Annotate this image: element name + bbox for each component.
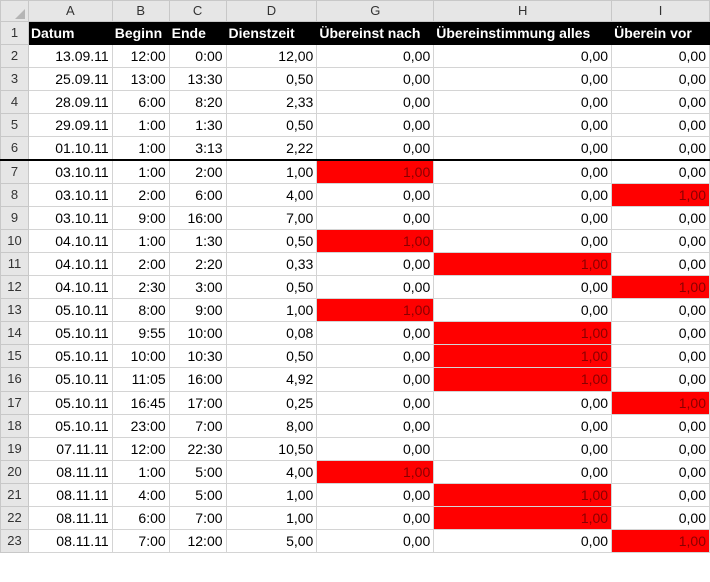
cell[interactable]: 0,50: [226, 68, 317, 91]
table-row: [1, 460, 710, 483]
cell[interactable]: 16:00: [169, 206, 226, 229]
header-cell[interactable]: Übereinstimmung alles: [434, 22, 612, 45]
table-row: [1, 391, 710, 414]
cell[interactable]: 0,00: [317, 183, 434, 206]
cell[interactable]: 13:30: [169, 68, 226, 91]
cell[interactable]: 1,00: [317, 299, 434, 322]
cell[interactable]: 04.10.11: [28, 229, 112, 252]
row-number[interactable]: 7: [1, 160, 29, 183]
header-cell[interactable]: Übereinst nach: [317, 22, 434, 45]
table-row: [1, 45, 710, 68]
cell[interactable]: 0,00: [612, 345, 710, 368]
cell[interactable]: 03.10.11: [28, 160, 112, 183]
cell[interactable]: 7:00: [169, 414, 226, 437]
row-number[interactable]: 15: [1, 345, 29, 368]
cell[interactable]: 0,33: [226, 252, 317, 275]
cell[interactable]: 2:00: [169, 160, 226, 183]
cell[interactable]: 0,00: [612, 437, 710, 460]
cell[interactable]: 0,00: [612, 322, 710, 345]
cell[interactable]: 1,00: [434, 506, 612, 529]
table-row: [1, 506, 710, 529]
cell[interactable]: 1,00: [434, 252, 612, 275]
column-header-b[interactable]: B: [112, 1, 169, 22]
cell[interactable]: 4,00: [226, 183, 317, 206]
cell[interactable]: 5:00: [169, 460, 226, 483]
cell[interactable]: 1,00: [226, 299, 317, 322]
row-number[interactable]: 18: [1, 414, 29, 437]
row-number[interactable]: 23: [1, 530, 29, 553]
row-number[interactable]: 3: [1, 68, 29, 91]
row-number[interactable]: 5: [1, 114, 29, 137]
cell[interactable]: 0,50: [226, 229, 317, 252]
cell[interactable]: 12,00: [226, 45, 317, 68]
column-header-g[interactable]: G: [317, 1, 434, 22]
cell[interactable]: 0,00: [434, 206, 612, 229]
cell[interactable]: 22:30: [169, 437, 226, 460]
cell[interactable]: 05.10.11: [28, 368, 112, 391]
header-cell[interactable]: Datum: [28, 22, 112, 45]
cell[interactable]: 23:00: [112, 414, 169, 437]
cell[interactable]: 0,00: [612, 368, 710, 391]
cell[interactable]: 25.09.11: [28, 68, 112, 91]
cell[interactable]: 2,22: [226, 137, 317, 160]
cell[interactable]: 1:30: [169, 114, 226, 137]
cell[interactable]: 0,00: [317, 391, 434, 414]
cell[interactable]: 0,00: [612, 137, 710, 160]
column-header-h[interactable]: H: [434, 1, 612, 22]
cell[interactable]: 05.10.11: [28, 345, 112, 368]
table-row: [1, 229, 710, 252]
cell[interactable]: 2,33: [226, 91, 317, 114]
cell[interactable]: 4,92: [226, 368, 317, 391]
cell[interactable]: 1:00: [112, 114, 169, 137]
cell[interactable]: 8:20: [169, 91, 226, 114]
cell[interactable]: 08.11.11: [28, 483, 112, 506]
cell[interactable]: 0,00: [434, 160, 612, 183]
cell[interactable]: 10,50: [226, 437, 317, 460]
row-number[interactable]: 10: [1, 229, 29, 252]
table-row: [1, 483, 710, 506]
cell[interactable]: 1,00: [317, 229, 434, 252]
cell[interactable]: 1:00: [112, 137, 169, 160]
cell[interactable]: 12:00: [112, 437, 169, 460]
cell[interactable]: 03.10.11: [28, 183, 112, 206]
cell[interactable]: 0,00: [612, 299, 710, 322]
row-number[interactable]: 9: [1, 206, 29, 229]
cell[interactable]: 0,00: [612, 114, 710, 137]
table-header-row: [1, 22, 710, 45]
column-header-d[interactable]: D: [226, 1, 317, 22]
cell[interactable]: 0,00: [317, 91, 434, 114]
cell[interactable]: 12:00: [112, 45, 169, 68]
cell[interactable]: 0,00: [317, 114, 434, 137]
row-number[interactable]: 1: [1, 22, 29, 45]
row-number[interactable]: 4: [1, 91, 29, 114]
header-cell[interactable]: Überein vor: [612, 22, 710, 45]
row-number[interactable]: 11: [1, 252, 29, 275]
cell[interactable]: 0,00: [434, 183, 612, 206]
table-row: [1, 206, 710, 229]
cell[interactable]: 10:30: [169, 345, 226, 368]
cell[interactable]: 0,00: [434, 530, 612, 553]
cell[interactable]: 0,00: [612, 229, 710, 252]
cell[interactable]: 0,00: [317, 137, 434, 160]
cell[interactable]: 0,00: [434, 276, 612, 299]
cell[interactable]: 0:00: [169, 45, 226, 68]
cell[interactable]: 0,25: [226, 391, 317, 414]
cell[interactable]: 0,00: [434, 45, 612, 68]
select-all-triangle-icon: [15, 9, 25, 19]
table-row: [1, 114, 710, 137]
column-header-i[interactable]: I: [612, 1, 710, 22]
cell[interactable]: 0,00: [317, 322, 434, 345]
row-number[interactable]: 19: [1, 437, 29, 460]
cell[interactable]: 9:00: [112, 206, 169, 229]
cell[interactable]: 05.10.11: [28, 322, 112, 345]
cell[interactable]: 0,50: [226, 114, 317, 137]
cell[interactable]: 1,00: [434, 345, 612, 368]
row-number[interactable]: 21: [1, 483, 29, 506]
cell[interactable]: 0,00: [434, 391, 612, 414]
cell[interactable]: 7:00: [112, 530, 169, 553]
cell[interactable]: 1:00: [112, 229, 169, 252]
cell[interactable]: 1,00: [226, 506, 317, 529]
cell[interactable]: 0,00: [612, 414, 710, 437]
table-row: [1, 68, 710, 91]
cell[interactable]: 08.11.11: [28, 506, 112, 529]
select-all-corner[interactable]: [1, 1, 29, 22]
cell[interactable]: 05.10.11: [28, 299, 112, 322]
cell[interactable]: 28.09.11: [28, 91, 112, 114]
cell[interactable]: 0,00: [434, 229, 612, 252]
cell[interactable]: 29.09.11: [28, 114, 112, 137]
row-number[interactable]: 17: [1, 391, 29, 414]
cell[interactable]: 0,00: [434, 91, 612, 114]
row-number[interactable]: 6: [1, 137, 29, 160]
cell[interactable]: 01.10.11: [28, 137, 112, 160]
row-number[interactable]: 12: [1, 276, 29, 299]
table-row: [1, 345, 710, 368]
row-number[interactable]: 8: [1, 183, 29, 206]
cell[interactable]: 1,00: [317, 460, 434, 483]
cell[interactable]: 4:00: [112, 483, 169, 506]
cell[interactable]: 13.09.11: [28, 45, 112, 68]
column-header-c[interactable]: C: [169, 1, 226, 22]
cell[interactable]: 2:00: [112, 252, 169, 275]
cell[interactable]: 0,50: [226, 276, 317, 299]
cell[interactable]: 0,00: [434, 460, 612, 483]
cell[interactable]: 03.10.11: [28, 206, 112, 229]
cell[interactable]: 0,00: [612, 483, 710, 506]
table-row: [1, 91, 710, 114]
cell[interactable]: 5,00: [226, 530, 317, 553]
cell[interactable]: 0,00: [434, 114, 612, 137]
cell[interactable]: 13:00: [112, 68, 169, 91]
cell[interactable]: 0,00: [317, 506, 434, 529]
cell[interactable]: 0,00: [612, 206, 710, 229]
cell[interactable]: 1,00: [434, 322, 612, 345]
cell[interactable]: 1,00: [226, 483, 317, 506]
table-row: [1, 414, 710, 437]
cell[interactable]: 6:00: [169, 183, 226, 206]
cell[interactable]: 05.10.11: [28, 391, 112, 414]
row-number[interactable]: 16: [1, 368, 29, 391]
cell[interactable]: 10:00: [112, 345, 169, 368]
table-row: [1, 368, 710, 391]
cell[interactable]: 0,00: [612, 252, 710, 275]
cell[interactable]: 6:00: [112, 506, 169, 529]
cell[interactable]: 2:00: [112, 183, 169, 206]
cell[interactable]: 0,00: [317, 437, 434, 460]
table-row: [1, 437, 710, 460]
cell[interactable]: 8:00: [112, 299, 169, 322]
cell[interactable]: 2:20: [169, 252, 226, 275]
cell[interactable]: 0,00: [434, 137, 612, 160]
cell[interactable]: 6:00: [112, 91, 169, 114]
header-cell[interactable]: Dienstzeit: [226, 22, 317, 45]
cell[interactable]: 1,00: [612, 391, 710, 414]
table-row: [1, 322, 710, 345]
column-header-a[interactable]: A: [28, 1, 112, 22]
cell[interactable]: 1,00: [612, 276, 710, 299]
cell[interactable]: 0,00: [317, 530, 434, 553]
cell[interactable]: 1,00: [434, 368, 612, 391]
row-number[interactable]: 14: [1, 322, 29, 345]
cell[interactable]: 0,00: [612, 91, 710, 114]
cell[interactable]: 0,00: [317, 345, 434, 368]
cell[interactable]: 0,50: [226, 345, 317, 368]
cell[interactable]: 16:45: [112, 391, 169, 414]
cell[interactable]: 0,00: [612, 45, 710, 68]
cell[interactable]: 0,00: [612, 68, 710, 91]
cell[interactable]: 1:00: [112, 160, 169, 183]
cell[interactable]: 1,00: [612, 183, 710, 206]
cell[interactable]: 0,00: [317, 368, 434, 391]
cell[interactable]: 3:00: [169, 276, 226, 299]
row-number[interactable]: 13: [1, 299, 29, 322]
table-row: [1, 276, 710, 299]
cell[interactable]: 2:30: [112, 276, 169, 299]
cell[interactable]: 0,08: [226, 322, 317, 345]
cell[interactable]: 0,00: [317, 414, 434, 437]
cell[interactable]: 1,00: [317, 160, 434, 183]
cell[interactable]: 08.11.11: [28, 460, 112, 483]
cell[interactable]: 08.11.11: [28, 530, 112, 553]
cell[interactable]: 0,00: [317, 68, 434, 91]
table-row: [1, 252, 710, 275]
cell[interactable]: 05.10.11: [28, 414, 112, 437]
cell[interactable]: 0,00: [317, 252, 434, 275]
cell[interactable]: 0,00: [317, 483, 434, 506]
cell[interactable]: 1,00: [226, 160, 317, 183]
row-number[interactable]: 2: [1, 45, 29, 68]
cell[interactable]: 0,00: [612, 506, 710, 529]
cell[interactable]: 12:00: [169, 530, 226, 553]
cell[interactable]: 5:00: [169, 483, 226, 506]
cell[interactable]: 07.11.11: [28, 437, 112, 460]
cell[interactable]: 0,00: [317, 45, 434, 68]
table-row: [1, 183, 710, 206]
cell[interactable]: 8,00: [226, 414, 317, 437]
cell[interactable]: 7,00: [226, 206, 317, 229]
cell[interactable]: 0,00: [434, 68, 612, 91]
cell[interactable]: 04.10.11: [28, 252, 112, 275]
row-number[interactable]: 22: [1, 506, 29, 529]
cell[interactable]: 7:00: [169, 506, 226, 529]
header-cell[interactable]: Beginn: [112, 22, 169, 45]
cell[interactable]: 0,00: [317, 206, 434, 229]
cell[interactable]: 0,00: [434, 437, 612, 460]
table-row: [1, 299, 710, 322]
cell[interactable]: 4,00: [226, 460, 317, 483]
table-row: [1, 137, 710, 160]
table-row: [1, 530, 710, 553]
row-number[interactable]: 20: [1, 460, 29, 483]
cell[interactable]: 0,00: [434, 414, 612, 437]
header-cell[interactable]: Ende: [169, 22, 226, 45]
cell[interactable]: 16:00: [169, 368, 226, 391]
cell[interactable]: 04.10.11: [28, 276, 112, 299]
cell[interactable]: 0,00: [612, 460, 710, 483]
cell[interactable]: 1:00: [112, 460, 169, 483]
cell[interactable]: 17:00: [169, 391, 226, 414]
cell[interactable]: 0,00: [317, 276, 434, 299]
column-header-row: [1, 1, 710, 22]
cell[interactable]: 0,00: [612, 160, 710, 183]
cell[interactable]: 1,00: [612, 530, 710, 553]
cell[interactable]: 0,00: [434, 299, 612, 322]
cell[interactable]: 9:00: [169, 299, 226, 322]
cell[interactable]: 11:05: [112, 368, 169, 391]
cell[interactable]: 1:30: [169, 229, 226, 252]
cell[interactable]: 1,00: [434, 483, 612, 506]
table-row: [1, 160, 710, 183]
cell[interactable]: 3:13: [169, 137, 226, 160]
cell[interactable]: 10:00: [169, 322, 226, 345]
cell[interactable]: 9:55: [112, 322, 169, 345]
